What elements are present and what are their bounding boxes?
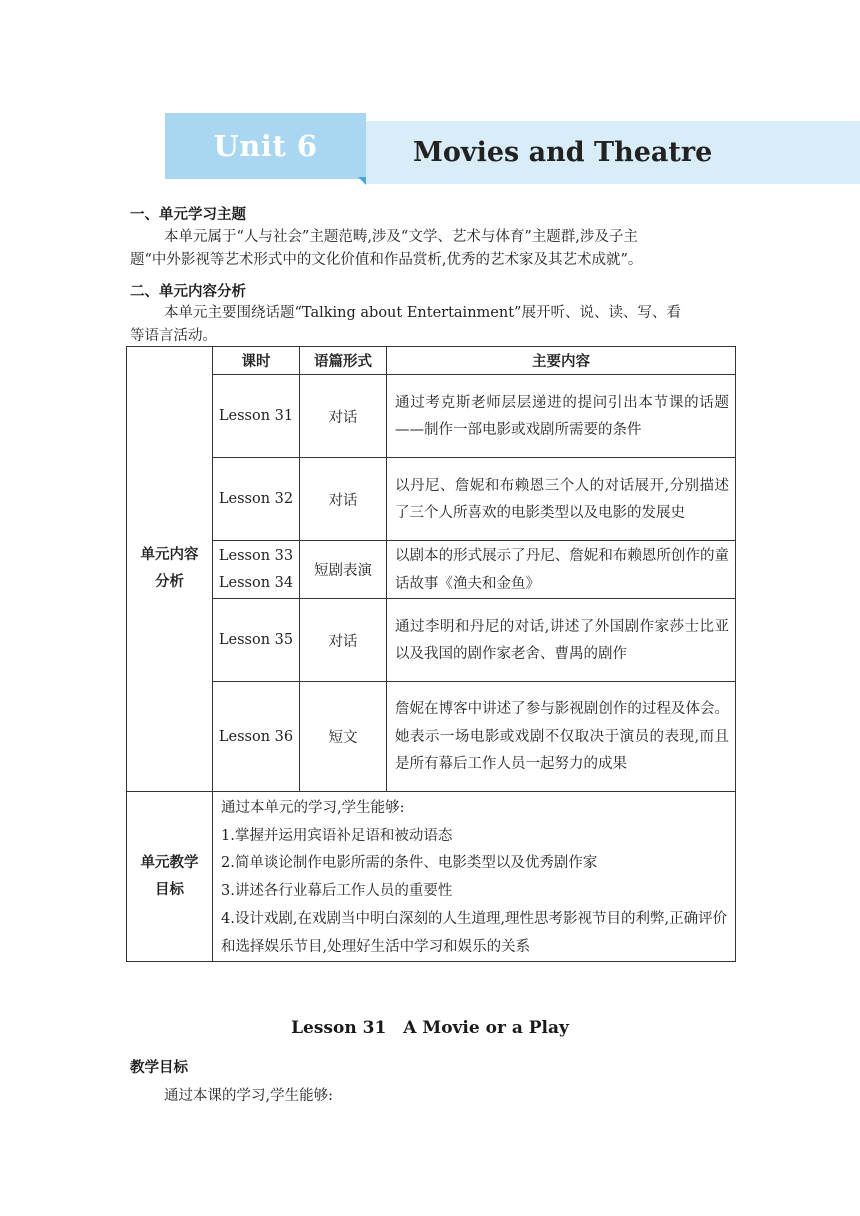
header-lesson: 课时 xyxy=(213,347,300,375)
content-cell: 詹妮在博客中讲述了参与影视剧创作的过程及体会。她表示一场电影或戏剧不仅取决于演员的表现,而且是所有幕后工作人员一起努力的成果 xyxy=(387,682,736,792)
content-cell: 通过李明和丹尼的对话,讲述了外国剧作家莎士比亚以及我国的剧作家老舍、曹禺的剧作 xyxy=(387,599,736,682)
lesson-cell: Lesson 31 xyxy=(213,375,300,458)
content-cell: 以丹尼、詹妮和布赖恩三个人的对话展开,分别描述了三个人所喜欢的电影类型以及电影的发展史 xyxy=(387,458,736,541)
table-row xyxy=(127,682,736,792)
lesson-33-label: Lesson 33 xyxy=(218,547,294,564)
section2-paragraph xyxy=(130,302,734,348)
section1-paragraph xyxy=(130,226,734,272)
objectives-heading: 教学目标 xyxy=(130,1060,188,1076)
unit-content-table xyxy=(126,346,736,962)
goal-item: 2.简单谈论制作电影所需的条件、电影类型以及优秀剧作家 xyxy=(221,855,598,872)
content-analysis-label: 单元内容分析 xyxy=(127,347,213,792)
form-cell: 对话 xyxy=(300,599,387,682)
objectives-intro: 通过本课的学习,学生能够: xyxy=(164,1088,333,1104)
goals-cell xyxy=(213,792,736,962)
unit-number: Unit 6 xyxy=(213,129,318,163)
section1-heading: 一、单元学习主题 xyxy=(130,207,246,223)
table-header-row xyxy=(127,347,736,375)
table-row xyxy=(127,599,736,682)
unit-title: Movies and Theatre xyxy=(413,137,713,168)
form-cell: 短剧表演 xyxy=(300,541,387,599)
teaching-goals-label: 单元教学目标 xyxy=(127,792,213,962)
goal-item: 3.讲述各行业幕后工作人员的重要性 xyxy=(221,883,453,900)
lesson-cell: Lesson 32 xyxy=(213,458,300,541)
table-row xyxy=(127,375,736,458)
form-cell: 对话 xyxy=(300,375,387,458)
lesson-cell xyxy=(213,541,300,599)
section1-line1: 本单元属于“人与社会”主题范畴,涉及“文学、艺术与体育”主题群,涉及子主 xyxy=(164,229,638,245)
table-row xyxy=(127,458,736,541)
form-cell: 对话 xyxy=(300,458,387,541)
goal-intro: 通过本单元的学习,学生能够: xyxy=(221,800,405,816)
header-form: 语篇形式 xyxy=(300,347,387,375)
lesson-cell: Lesson 36 xyxy=(213,682,300,792)
section2-heading: 二、单元内容分析 xyxy=(130,284,246,300)
section1-line2: 题“中外影视等艺术形式中的文化价值和作品赏析,优秀的艺术家及其艺术成就”。 xyxy=(130,252,643,268)
lesson-cell: Lesson 35 xyxy=(213,599,300,682)
lesson-34-label: Lesson 34 xyxy=(218,574,294,591)
goal-item: 1.掌握并运用宾语补足语和被动语态 xyxy=(221,827,453,844)
form-cell: 短文 xyxy=(300,682,387,792)
header-content: 主要内容 xyxy=(387,347,736,375)
content-cell: 以剧本的形式展示了丹尼、詹妮和布赖恩所创作的童话故事《渔夫和金鱼》 xyxy=(387,541,736,599)
table-row xyxy=(127,541,736,599)
goals-row xyxy=(127,792,736,962)
lesson-title: Lesson 31 A Movie or a Play xyxy=(291,1018,569,1038)
goal-item: 4.设计戏剧,在戏剧当中明白深刻的人生道理,理性思考影视节目的利弊,正确评价和选择娱乐节目,处理好生活中学习和娱乐的关系 xyxy=(221,910,728,955)
section2-line2: 等语言活动。 xyxy=(130,328,217,344)
content-cell: 通过考克斯老师层层递进的提问引出本节课的话题——制作一部电影或戏剧所需要的条件 xyxy=(387,375,736,458)
section2-line1: 本单元主要围绕话题“Talking about Entertainment”展开听、说、读、写、看 xyxy=(164,305,681,321)
